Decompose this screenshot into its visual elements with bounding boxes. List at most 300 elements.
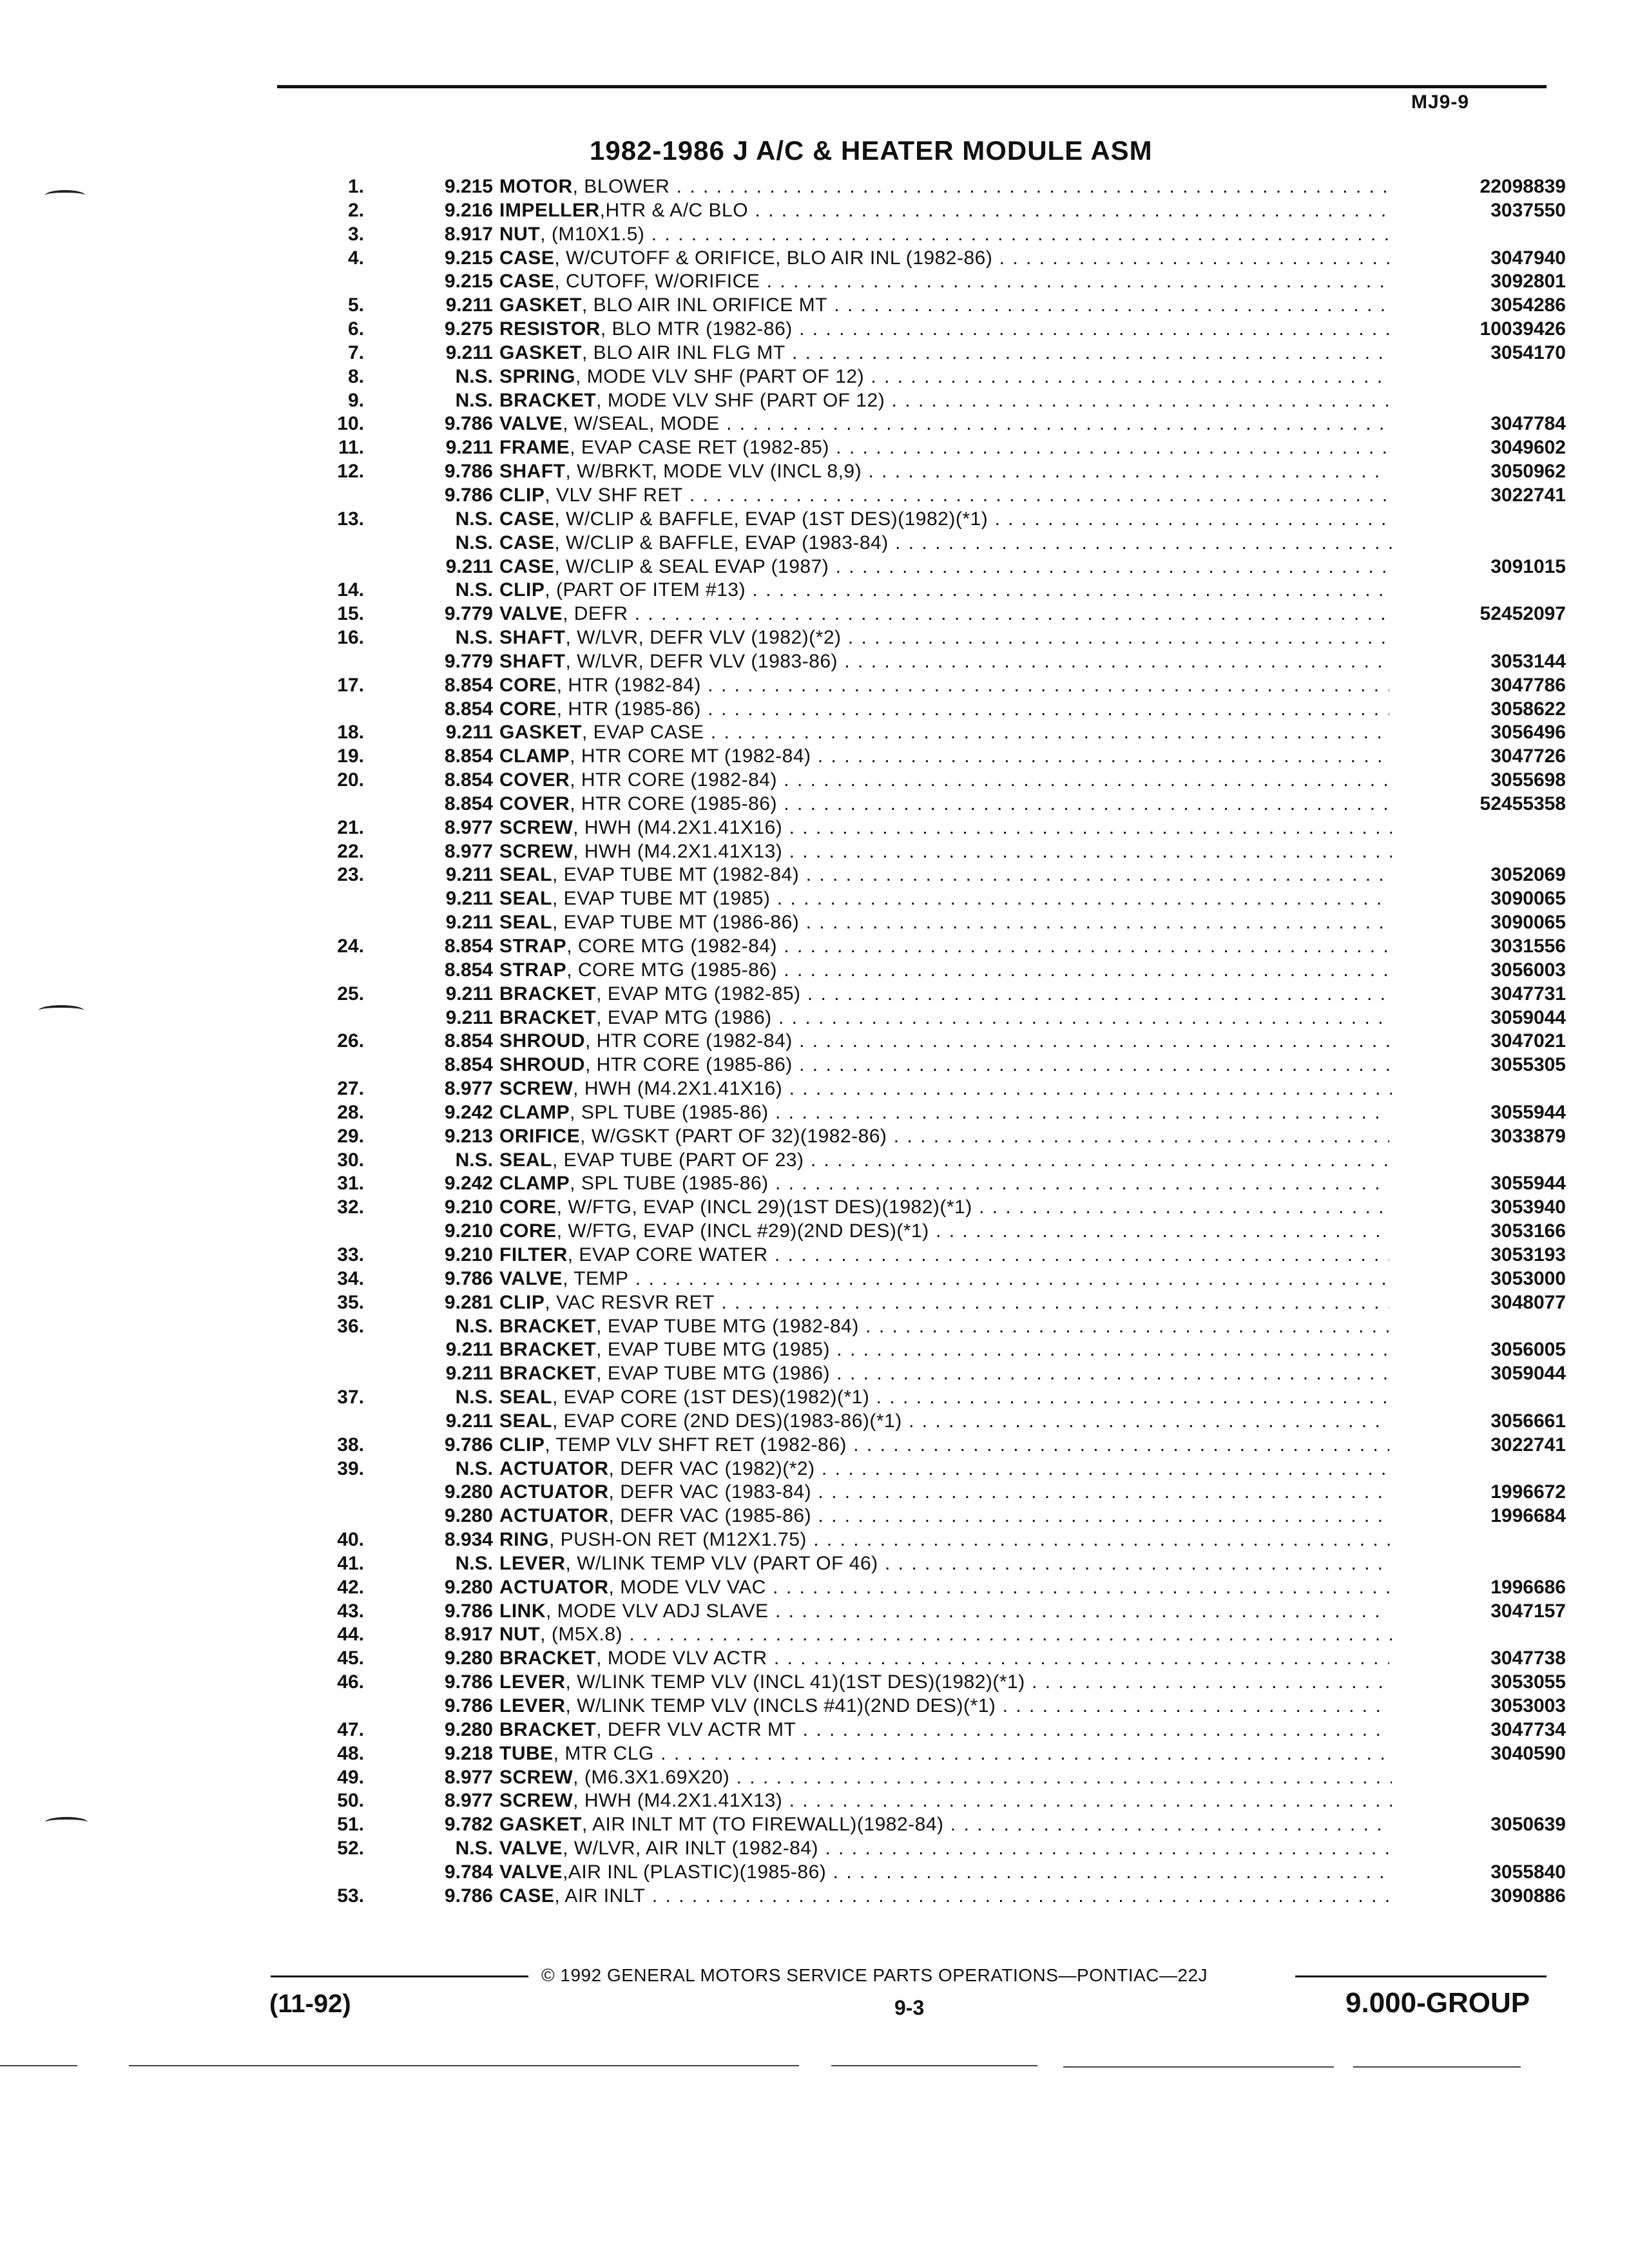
part-number: 3053000 — [1389, 1267, 1566, 1291]
part-detail: , W/LINK TEMP VLV (PART OF 46) — [565, 1552, 878, 1574]
part-name: SEAL — [499, 1387, 553, 1408]
item-number: 53. — [337, 1885, 364, 1907]
top-rule — [277, 85, 1547, 88]
part-detail: , BLO AIR INL ORIFICE MT — [582, 294, 827, 316]
item-number: 17. — [337, 674, 364, 696]
part-name: BRACKET — [499, 1363, 597, 1385]
group-number: 9.211 — [445, 983, 493, 1004]
part-number: 3047731 — [1389, 983, 1566, 1006]
group-number: 9.786 — [444, 1267, 493, 1289]
group-number: N.S. — [455, 1149, 493, 1171]
part-description — [499, 1529, 1392, 1550]
group-number: 9.211 — [445, 555, 493, 577]
part-description — [499, 1719, 1392, 1740]
table-row — [303, 1030, 1566, 1053]
item-number: 5. — [347, 294, 364, 316]
part-detail: , HWH (M4.2X1.41X13) — [573, 1790, 783, 1812]
item-number: 20. — [337, 769, 364, 791]
part-description — [499, 1814, 1392, 1835]
item-number: 16. — [337, 627, 364, 649]
part-detail: , EVAP MTG (1982-85) — [596, 983, 801, 1004]
table-row — [303, 1528, 1547, 1552]
item-number: 37. — [337, 1387, 364, 1408]
part-description — [499, 1600, 1392, 1622]
table-row — [303, 1789, 1547, 1813]
table-row — [303, 1220, 1566, 1244]
part-detail: , MODE VLV ADJ SLAVE — [546, 1600, 769, 1622]
part-detail: , SPL TUBE (1985-86) — [570, 1173, 769, 1195]
part-number: 3050639 — [1389, 1813, 1566, 1837]
table-row — [303, 1338, 1566, 1362]
part-name: SEAL — [499, 1149, 553, 1171]
table-row — [303, 412, 1566, 436]
item-number: 42. — [337, 1576, 364, 1598]
table-row — [303, 983, 1566, 1006]
part-number: 3055698 — [1389, 769, 1566, 793]
part-number: 3037550 — [1389, 199, 1566, 223]
group-number: 8.977 — [444, 816, 493, 838]
part-description — [499, 793, 1392, 814]
group-number: 9.211 — [445, 1339, 493, 1361]
part-detail: , W/LVR, DEFR VLV (1983-86) — [565, 650, 838, 672]
group-number: 9.211 — [445, 864, 493, 886]
part-description — [499, 959, 1392, 981]
part-detail: , MODE VLV ACTR — [596, 1648, 767, 1669]
part-number: 3090065 — [1389, 887, 1566, 911]
part-description — [499, 627, 1392, 648]
part-number: 3055944 — [1389, 1101, 1566, 1125]
table-row — [303, 793, 1566, 816]
table-row — [303, 1315, 1547, 1339]
part-description — [499, 817, 1392, 838]
group-number: 9.784 — [444, 1861, 493, 1883]
part-description — [499, 1767, 1392, 1788]
item-number: 4. — [347, 247, 364, 269]
group-number: 9.211 — [445, 341, 493, 363]
item-number: 46. — [337, 1671, 364, 1693]
table-row — [303, 1172, 1566, 1196]
part-number: 3047738 — [1389, 1647, 1566, 1671]
scan-artifact-line — [1353, 2066, 1521, 2068]
part-detail: , EVAP TUBE MT (1985) — [552, 888, 771, 910]
table-row — [303, 1695, 1566, 1718]
part-detail: , DEFR VAC (1983-84) — [608, 1481, 812, 1503]
part-number: 3056661 — [1389, 1410, 1566, 1434]
table-row — [303, 247, 1566, 271]
part-description — [499, 651, 1392, 672]
copyright-notice: © 1992 GENERAL MOTORS SERVICE PARTS OPERATIONS—PONTIAC—22J — [541, 1965, 1208, 1985]
part-name: STRAP — [499, 959, 567, 981]
part-detail: , HTR CORE (1985-86) — [585, 1054, 793, 1076]
part-number: 3053166 — [1389, 1220, 1566, 1244]
part-description — [499, 461, 1392, 482]
group-number: N.S. — [455, 1387, 493, 1408]
part-detail: ,AIR INL (PLASTIC)(1985-86) — [563, 1861, 827, 1883]
group-number: 9.242 — [444, 1101, 493, 1123]
part-description — [499, 1268, 1392, 1289]
part-description — [499, 485, 1392, 506]
group-number: 9.786 — [444, 1671, 493, 1693]
part-detail: , PUSH-ON RET (M12X1.75) — [549, 1529, 807, 1551]
part-number: 3052069 — [1389, 863, 1566, 887]
part-description — [499, 1030, 1392, 1052]
page-number: 9-3 — [894, 1996, 925, 2019]
part-number: 3054170 — [1389, 341, 1566, 365]
group-number: 9.211 — [445, 722, 493, 744]
table-row — [303, 1481, 1566, 1504]
part-description — [499, 1292, 1392, 1313]
group-number: N.S. — [455, 532, 493, 553]
table-row — [303, 1362, 1566, 1386]
table-row — [303, 579, 1547, 602]
item-number: 1. — [347, 176, 364, 197]
table-row — [303, 650, 1566, 674]
part-number: 10039426 — [1389, 318, 1566, 341]
part-number: 3055944 — [1389, 1172, 1566, 1196]
group-number: 9.786 — [444, 1695, 493, 1716]
item-number: 12. — [337, 461, 364, 483]
part-name: VALVE — [499, 413, 563, 435]
part-number: 3056003 — [1389, 959, 1566, 983]
item-number: 48. — [337, 1742, 364, 1764]
group-number: 9.216 — [444, 199, 493, 221]
part-name: RESISTOR — [499, 318, 601, 340]
part-name: SPRING — [499, 365, 576, 387]
table-row — [303, 436, 1566, 460]
part-number: 3047940 — [1389, 247, 1566, 271]
table-row — [303, 365, 1547, 389]
group-number: N.S. — [455, 1315, 493, 1337]
table-row — [303, 721, 1566, 745]
part-description — [499, 1838, 1392, 1859]
part-name: CORE — [499, 1220, 557, 1242]
part-description — [499, 1458, 1392, 1479]
table-row — [303, 175, 1566, 199]
part-name: SEAL — [499, 912, 553, 934]
table-row — [303, 1101, 1566, 1125]
group-number: 9.211 — [445, 1006, 493, 1028]
group-number: 9.215 — [444, 247, 493, 269]
part-name: CLAMP — [499, 1101, 570, 1123]
table-row — [303, 1552, 1547, 1576]
item-number: 26. — [337, 1030, 364, 1052]
table-row — [303, 1053, 1566, 1077]
group-number: 8.934 — [444, 1529, 493, 1551]
table-row — [303, 1244, 1566, 1267]
part-name: SEAL — [499, 864, 553, 886]
table-row — [303, 1386, 1547, 1410]
part-detail: , W/FTG, EVAP (INCL #29)(2ND DES)(*1) — [556, 1220, 929, 1242]
group-number: 9.215 — [444, 271, 493, 293]
part-description — [499, 318, 1392, 340]
table-row — [303, 484, 1566, 508]
part-number: 3053193 — [1389, 1244, 1566, 1267]
part-name: ACTUATOR — [499, 1457, 609, 1479]
table-row — [303, 863, 1566, 887]
part-detail: , BLO AIR INL FLG MT — [582, 341, 786, 363]
part-name: CORE — [499, 698, 557, 720]
part-description — [499, 1149, 1392, 1171]
part-description — [499, 603, 1392, 624]
part-number: 22098839 — [1389, 175, 1566, 199]
table-row — [303, 1885, 1566, 1908]
group-number: 9.786 — [444, 413, 493, 435]
group-number: 9.275 — [444, 318, 493, 340]
part-description — [499, 1861, 1392, 1883]
part-description — [499, 841, 1392, 862]
part-name: CLIP — [499, 484, 545, 506]
group-number: 9.210 — [444, 1244, 493, 1265]
group-number: N.S. — [455, 1838, 493, 1860]
part-detail: , W/LVR, DEFR VLV (1982)(*2) — [565, 627, 842, 649]
group-number: 9.213 — [444, 1125, 493, 1147]
item-number: 21. — [337, 816, 364, 838]
part-description — [499, 200, 1392, 221]
part-description — [499, 1196, 1392, 1218]
group-number: 8.854 — [444, 959, 493, 981]
table-row — [303, 270, 1566, 294]
page-title: 1982-1986 J A/C & HEATER MODULE ASM — [590, 135, 1153, 166]
part-description — [499, 1577, 1392, 1598]
part-detail: , HWH (M4.2X1.41X16) — [573, 816, 783, 838]
part-detail: , DEFR VAC (1982)(*2) — [608, 1457, 815, 1479]
group-number: N.S. — [455, 627, 493, 649]
part-name: GASKET — [499, 1814, 583, 1836]
table-row — [303, 959, 1566, 983]
item-number: 52. — [337, 1838, 364, 1860]
part-detail: , (M5X.8) — [540, 1624, 623, 1646]
part-number: 1996686 — [1389, 1576, 1566, 1600]
part-name: ACTUATOR — [499, 1505, 609, 1527]
part-description — [499, 224, 1392, 245]
table-row — [303, 626, 1547, 650]
group-number: 9.786 — [444, 1600, 493, 1622]
table-row — [303, 698, 1566, 722]
part-detail: , HTR CORE (1985-86) — [570, 793, 777, 814]
item-number: 27. — [337, 1078, 364, 1100]
item-number: 47. — [337, 1718, 364, 1740]
part-detail: ,HTR & A/C BLO — [599, 199, 749, 221]
part-name: ACTUATOR — [499, 1481, 609, 1503]
item-number: 31. — [337, 1173, 364, 1195]
item-number: 40. — [337, 1529, 364, 1551]
part-name: CLAMP — [499, 745, 570, 767]
part-name: SEAL — [499, 1410, 553, 1432]
group-number: N.S. — [455, 1457, 493, 1479]
group-number: 9.779 — [444, 650, 493, 672]
part-name: CASE — [499, 247, 555, 269]
part-detail: , EVAP TUBE MTG (1982-84) — [596, 1315, 859, 1337]
part-detail: , EVAP CASE — [582, 722, 704, 744]
item-number: 36. — [337, 1315, 364, 1337]
table-row — [303, 1410, 1566, 1434]
group-number: 8.854 — [444, 745, 493, 767]
part-description — [499, 722, 1392, 743]
group-number: 9.786 — [444, 461, 493, 483]
scan-artifact-line — [129, 2065, 799, 2066]
part-number: 3053055 — [1389, 1671, 1566, 1695]
group-number: 9.210 — [444, 1196, 493, 1218]
table-row — [303, 1600, 1566, 1624]
item-number: 22. — [337, 840, 364, 862]
part-description — [499, 390, 1392, 411]
part-name: ORIFICE — [499, 1125, 581, 1147]
part-name: VALVE — [499, 603, 563, 625]
item-number: 43. — [337, 1600, 364, 1622]
part-number: 1996684 — [1389, 1504, 1566, 1528]
item-number: 30. — [337, 1149, 364, 1171]
part-number: 3056005 — [1389, 1338, 1566, 1362]
part-description — [499, 1078, 1392, 1099]
part-description — [499, 342, 1392, 363]
revision-date: (11-92) — [269, 1990, 351, 2018]
part-detail: , BLOWER — [572, 176, 670, 197]
part-description — [499, 1505, 1392, 1526]
part-detail: , BLO MTR (1982-86) — [600, 318, 793, 340]
part-detail: , EVAP TUBE MTG (1985) — [596, 1339, 830, 1361]
part-detail: , EVAP CORE WATER — [567, 1244, 768, 1265]
group-number: 8.854 — [444, 936, 493, 957]
part-name: GASKET — [499, 722, 583, 744]
item-number: 10. — [337, 413, 364, 435]
group-number: 8.854 — [444, 1054, 493, 1076]
part-description — [499, 1695, 1392, 1716]
part-detail: , EVAP MTG (1986) — [596, 1006, 772, 1028]
item-number: 45. — [337, 1648, 364, 1669]
part-name: NUT — [499, 1624, 541, 1646]
table-row — [303, 1149, 1547, 1173]
group-number: 9.280 — [444, 1481, 493, 1503]
part-name: CASE — [499, 1885, 555, 1907]
table-row — [303, 911, 1566, 935]
part-description — [499, 983, 1392, 1004]
part-number: 3091015 — [1389, 555, 1566, 579]
part-description — [499, 864, 1392, 885]
part-detail: , TEMP VLV SHFT RET (1982-86) — [545, 1434, 847, 1456]
part-name: LINK — [499, 1600, 546, 1622]
table-row — [303, 1647, 1566, 1671]
part-description — [499, 1434, 1392, 1456]
group-number: 9.779 — [444, 603, 493, 625]
table-row — [303, 223, 1547, 247]
part-detail: , W/LINK TEMP VLV (INCL 41)(1ST DES)(1982)(*1) — [565, 1671, 1025, 1693]
group-number: N.S. — [455, 508, 493, 530]
part-description — [499, 1316, 1392, 1337]
part-name: COVER — [499, 769, 570, 791]
part-detail: , EVAP CORE (1ST DES)(1982)(*1) — [552, 1387, 870, 1408]
part-name: SCREW — [499, 816, 574, 838]
table-row — [303, 1813, 1566, 1837]
part-detail: , CUTOFF, W/ORIFICE — [554, 271, 760, 293]
part-name: BRACKET — [499, 1648, 597, 1669]
part-name: CASE — [499, 271, 555, 293]
part-description — [499, 579, 1392, 601]
part-description — [499, 888, 1392, 909]
group-number: 9.215 — [444, 176, 493, 197]
scan-artifact-line — [0, 2065, 77, 2066]
part-description — [499, 366, 1392, 387]
group-number: 8.854 — [444, 674, 493, 696]
binder-hole-mark — [45, 1817, 88, 1827]
part-description — [499, 675, 1392, 696]
part-description — [499, 1126, 1392, 1147]
part-detail: , W/LVR, AIR INLT (1982-84) — [563, 1838, 819, 1860]
part-name: BRACKET — [499, 1006, 597, 1028]
table-row — [303, 1623, 1547, 1647]
item-number: 35. — [337, 1291, 364, 1313]
table-row — [303, 294, 1566, 318]
item-number: 3. — [347, 223, 364, 245]
part-detail: , HTR CORE (1982-84) — [585, 1030, 793, 1052]
group-number: 9.211 — [445, 888, 493, 910]
part-detail: , SPL TUBE (1985-86) — [570, 1101, 769, 1123]
part-detail: , MODE VLV SHF (PART OF 12) — [596, 389, 885, 411]
parts-list — [303, 175, 1566, 1908]
part-number: 3054286 — [1389, 294, 1566, 318]
part-name: BRACKET — [499, 1718, 597, 1740]
part-number: 3050962 — [1389, 460, 1566, 484]
group-number: 9.211 — [445, 1363, 493, 1385]
part-detail: , W/SEAL, MODE — [563, 413, 720, 435]
group-number: 9.281 — [444, 1291, 493, 1313]
part-name: CORE — [499, 674, 557, 696]
table-row — [303, 1861, 1566, 1885]
part-number: 3022741 — [1389, 1434, 1566, 1457]
group-number: 9.280 — [444, 1718, 493, 1740]
part-name: CASE — [499, 555, 555, 577]
group-number: 8.977 — [444, 840, 493, 862]
part-detail: , HWH (M4.2X1.41X16) — [573, 1078, 783, 1100]
part-description — [499, 1007, 1392, 1028]
part-detail: , EVAP TUBE MT (1982-84) — [552, 864, 800, 886]
part-description — [499, 294, 1392, 316]
table-row — [303, 199, 1566, 223]
group-number: 9.280 — [444, 1576, 493, 1598]
part-detail: , (M10X1.5) — [540, 223, 645, 245]
table-row — [303, 935, 1566, 959]
table-row — [303, 1434, 1566, 1457]
table-row — [303, 532, 1547, 555]
table-row — [303, 1196, 1566, 1220]
part-name: CLIP — [499, 1291, 545, 1313]
part-detail: , EVAP TUBE (PART OF 23) — [552, 1149, 804, 1171]
part-number: 3047784 — [1389, 412, 1566, 436]
part-name: CASE — [499, 532, 555, 553]
part-name: FILTER — [499, 1244, 568, 1265]
part-name: SHAFT — [499, 650, 566, 672]
part-name: SCREW — [499, 1766, 574, 1788]
group-number: 9.786 — [444, 484, 493, 506]
part-name: LEVER — [499, 1552, 566, 1574]
table-row — [303, 1504, 1566, 1528]
part-name: SCREW — [499, 1078, 574, 1100]
table-row — [303, 674, 1566, 698]
part-number: 3047734 — [1389, 1718, 1566, 1742]
item-number: 44. — [337, 1624, 364, 1646]
part-name: FRAME — [499, 437, 570, 459]
part-description — [499, 1387, 1392, 1408]
group-number: N.S. — [455, 579, 493, 601]
table-row — [303, 887, 1566, 911]
part-name: LEVER — [499, 1671, 566, 1693]
binder-hole-mark — [39, 1005, 84, 1015]
group-number: 8.854 — [444, 1030, 493, 1052]
table-row — [303, 389, 1547, 413]
part-number: 3055840 — [1389, 1861, 1566, 1885]
part-description — [499, 247, 1392, 269]
part-name: IMPELLER — [499, 199, 600, 221]
part-name: CLAMP — [499, 1173, 570, 1195]
